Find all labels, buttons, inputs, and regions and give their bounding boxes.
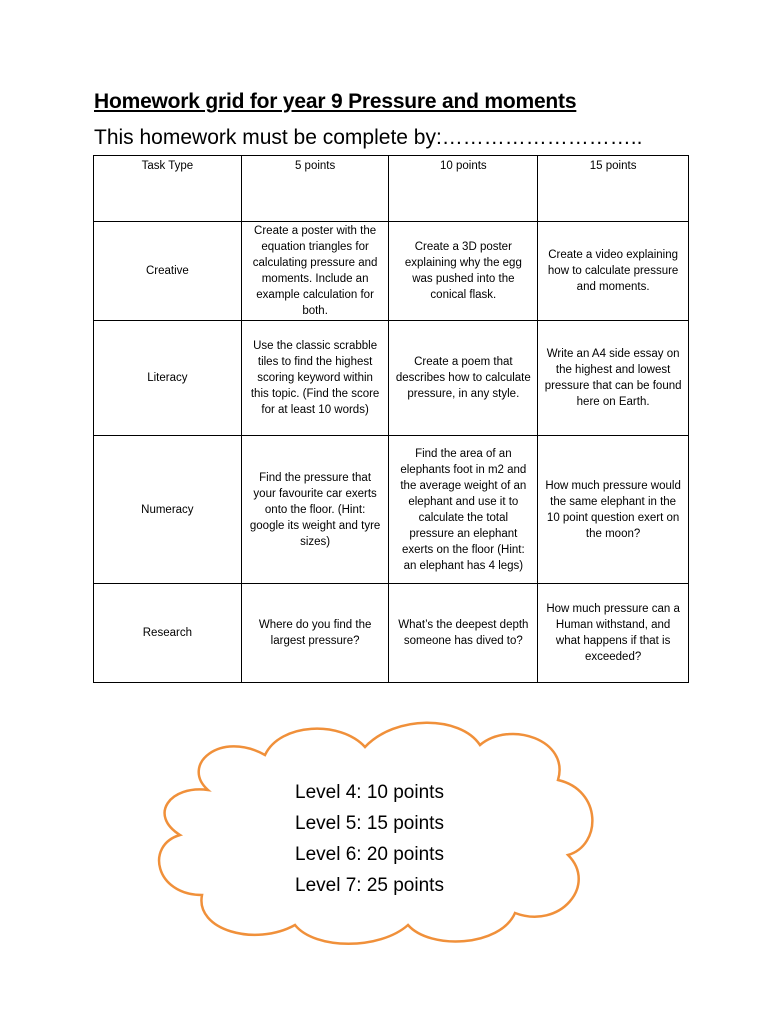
level-item: Level 4: 10 points <box>295 782 444 803</box>
grid-row-numeracy <box>94 436 689 584</box>
header-10-points: 10 points <box>389 156 538 222</box>
grid-row-literacy <box>94 321 689 436</box>
header-15-points: 15 points <box>538 156 689 222</box>
task-15-points-cell: How much pressure can a Human withstand, and what happens if that is exceeded? <box>538 584 689 683</box>
task-5-points-cell: Create a poster with the equation triangles for calculating pressure and moments. Include an example calculation for both. <box>241 222 389 321</box>
homework-grid <box>93 155 689 683</box>
task-type-cell: Numeracy <box>94 436 242 584</box>
page-title: Homework grid for year 9 Pressure and moments <box>94 90 577 113</box>
task-5-points-cell: Find the pressure that your favourite car exerts onto the floor. (Hint: google its weight and tyre sizes) <box>241 436 389 584</box>
task-15-points-cell: Create a video explaining how to calculate pressure and moments. <box>538 222 689 321</box>
header-task-type: Task Type <box>94 156 242 222</box>
task-type-cell: Creative <box>94 222 242 321</box>
task-type-cell: Literacy <box>94 321 242 436</box>
levels-list <box>295 777 444 901</box>
task-5-points-cell: Where do you find the largest pressure? <box>241 584 389 683</box>
task-type-cell: Research <box>94 584 242 683</box>
due-date-line: This homework must be complete by:……………………….. <box>94 126 643 149</box>
task-5-points-cell: Use the classic scrabble tiles to find the highest scoring keyword within this topic. (Find the score for at least 10 words) <box>241 321 389 436</box>
task-15-points-cell: Write an A4 side essay on the highest and lowest pressure that can be found here on Earth. <box>538 321 689 436</box>
task-10-points-cell: Find the area of an elephants foot in m2 and the average weight of an elephant and use it to calculate the total pressure an elephant exerts on the floor (Hint: an elephant has 4 legs) <box>389 436 538 584</box>
levels-cloud <box>140 715 600 950</box>
task-10-points-cell: Create a poem that describes how to calculate pressure, in any style. <box>389 321 538 436</box>
task-15-points-cell: How much pressure would the same elephant in the 10 point question exert on the moon? <box>538 436 689 584</box>
grid-row-research <box>94 584 689 683</box>
grid-header-row <box>94 156 689 222</box>
level-item: Level 5: 15 points <box>295 813 444 834</box>
level-item: Level 7: 25 points <box>295 875 444 896</box>
header-5-points: 5 points <box>241 156 389 222</box>
task-10-points-cell: Create a 3D poster explaining why the egg was pushed into the conical flask. <box>389 222 538 321</box>
level-item: Level 6: 20 points <box>295 844 444 865</box>
grid-row-creative <box>94 222 689 321</box>
task-10-points-cell: What’s the deepest depth someone has dived to? <box>389 584 538 683</box>
